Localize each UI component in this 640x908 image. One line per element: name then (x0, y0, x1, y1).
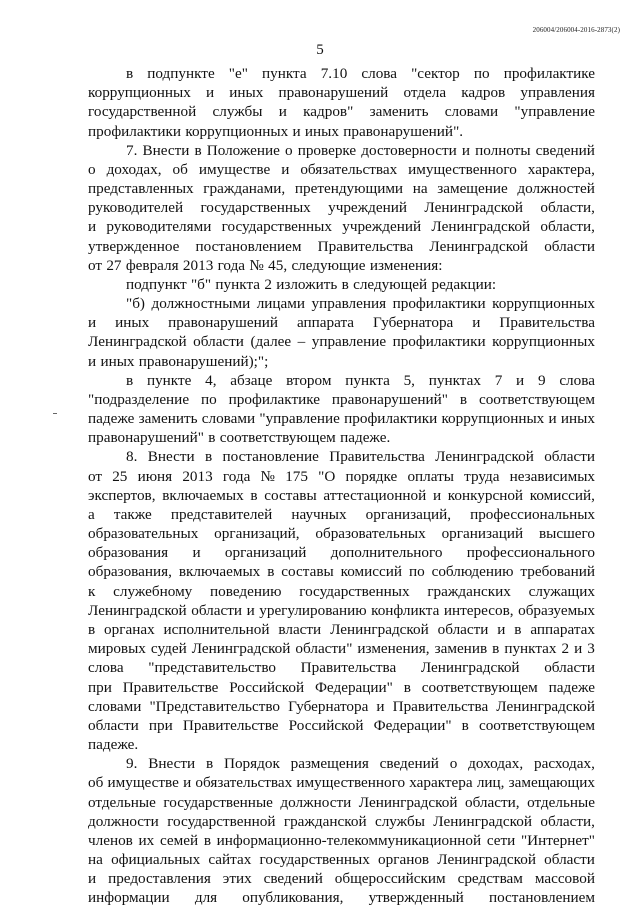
text-line: от 27 февраля 2013 года № 45, следующие изменения: (88, 256, 443, 274)
text-line: должности государственной гражданской службы Ленинградской области, (88, 812, 595, 830)
text-line: отдельные государственные должности Ленинградской области, отдельные (88, 793, 595, 811)
text-line: 8. Внести в постановление Правительства Ленинградской области (126, 448, 595, 466)
text-line: профилактики коррупционных и иных правонарушений". (88, 122, 464, 140)
text-line: "подразделение по профилактике правонарушений" в соответствующем (88, 390, 595, 408)
text-line: и иных правонарушений аппарата Губернатора и Правительства (88, 314, 595, 332)
text-line: и руководителями государственных учреждений Ленинградской области, (88, 218, 595, 236)
text-line: утвержденное постановлением Правительства Ленинградской области (88, 237, 595, 255)
text-line: о доходах, об имуществе и обязательствах имущественного характера, (88, 160, 595, 178)
text-line: а также представителей научных организаций, профессиональных (88, 505, 595, 523)
text-line: правонарушений" в соответствующем падеже. (88, 429, 391, 447)
text-line: Ленинградской области (далее – управление профилактики коррупционных (88, 333, 595, 351)
text-line: подпункт "б" пункта 2 изложить в следующей редакции: (126, 275, 497, 293)
text-line: области при Правительстве Российской Федерации" в соответствующем (88, 716, 595, 734)
text-line: коррупционных и иных правонарушений отдела кадров управления (88, 84, 595, 102)
text-line: при Правительстве Российской Федерации" в соответствующем падеже (88, 678, 595, 696)
text-line: в пункте 4, абзаце втором пункта 5, пунктах 7 и 9 слова (126, 371, 595, 389)
text-line: падеже. (88, 736, 139, 754)
text-line: и иных правонарушений);"; (88, 352, 269, 370)
text-line: руководителей государственных учреждений Ленинградской области, (88, 199, 595, 217)
text-line: экспертов, включаемых в составы аттестационной и конкурсной комиссий, (88, 486, 595, 504)
text-line: представленных гражданами, претендующими на замещение должностей (88, 180, 595, 198)
text-line: мировых судей Ленинградской области" изменения, заменив в пунктах 2 и 3 (88, 640, 595, 658)
text-line: к служебному поведению государственных гражданских служащих (88, 582, 595, 600)
margin-mark (53, 413, 57, 414)
text-line: в подпункте "е" пункта 7.10 слова "сектор по профилактике (126, 65, 595, 82)
text-line: 9. Внести в Порядок размещения сведений о доходах, расходах, (126, 755, 595, 773)
text-line: 7. Внести в Положение о проверке достоверности и полноты сведений (126, 141, 595, 159)
text-line: падеже заменить словами "управление профилактики коррупционных и иных (88, 410, 595, 428)
text-line: и предоставления этих сведений общероссийским средствам массовой (88, 870, 595, 888)
text-line: образования и организаций дополнительного профессионального (88, 544, 595, 562)
text-line: слова "представительство Правительства Ленинградской области (88, 659, 595, 677)
text-line: от 25 июня 2013 года № 175 "О порядке оплаты труда независимых (88, 467, 595, 485)
text-line: об имуществе и обязательствах имущественного характера лиц, замещающих (88, 774, 595, 792)
text-line: словами "Представительство Губернатора и Правительства Ленинградской (88, 697, 595, 715)
document-body (88, 64, 595, 908)
text-line: на официальных сайтах государственных органов Ленинградской области (88, 851, 595, 869)
text-line: Ленинградской области и урегулированию конфликта интересов, образуемых (88, 601, 595, 619)
text-line: "б) должностными лицами управления профилактики коррупционных (126, 295, 595, 313)
document-id: 206004/206004-2016-2873(2) (532, 26, 620, 34)
text-line: образования, включаемых в составы комиссий по соблюдению требований (88, 563, 595, 581)
text-line: образовательных организаций, образовательных организаций высшего (88, 525, 595, 543)
text-line: членов их семей в информационно-телекоммуникационной сети "Интернет" (88, 831, 595, 849)
page-number: 5 (316, 42, 324, 58)
text-line: государственной службы и кадров" заменить словами "управление (88, 103, 595, 121)
text-line: информации для опубликования, утвержденный постановлением (88, 889, 595, 907)
text-line: в органах исполнительной власти Ленинградской области и в аппаратах (88, 620, 595, 638)
